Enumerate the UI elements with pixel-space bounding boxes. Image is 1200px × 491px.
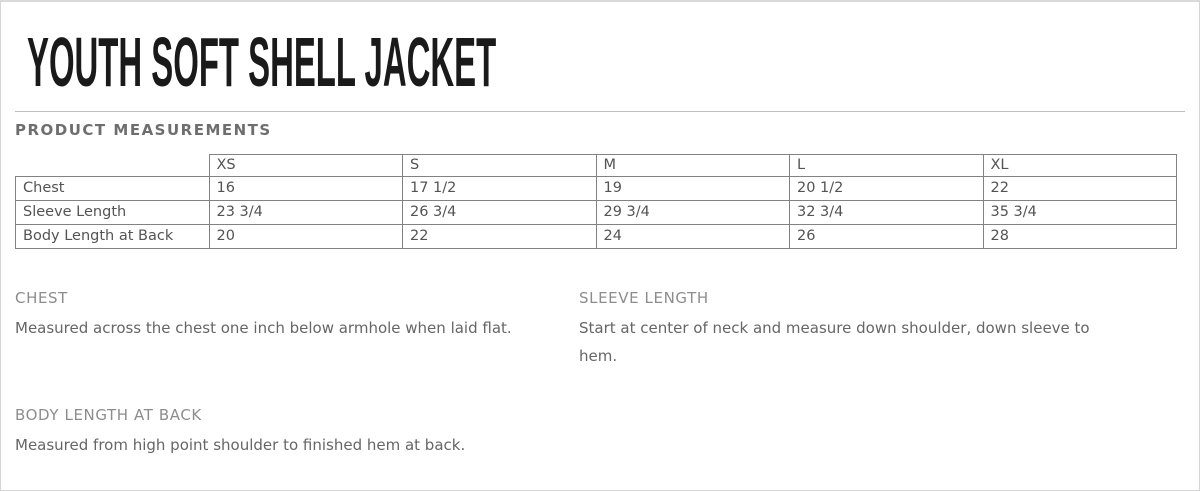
section-chest bbox=[15, 291, 579, 370]
measurement-value-cell: 28 bbox=[983, 225, 1177, 249]
title-divider bbox=[15, 111, 1185, 112]
size-chart-table bbox=[15, 154, 1177, 249]
measurement-row-label: Sleeve Length bbox=[16, 201, 210, 225]
measurement-value-cell: 20 bbox=[209, 225, 403, 249]
table-row-sleeve-length bbox=[16, 201, 1177, 225]
measurement-value-cell: 22 bbox=[983, 177, 1177, 201]
measurement-row-label: Body Length at Back bbox=[16, 225, 210, 249]
table-row-body-length-at-back bbox=[16, 225, 1177, 249]
size-column-header-s: S bbox=[403, 155, 597, 177]
product-title-text: YOUTH SOFT SHELL JACKET bbox=[27, 23, 497, 101]
measurement-value-cell: 16 bbox=[209, 177, 403, 201]
product-title bbox=[15, 2, 1185, 101]
measurement-value-cell: 24 bbox=[596, 225, 790, 249]
section-heading: BODY LENGTH AT BACK bbox=[15, 406, 202, 424]
section-description: Measured across the chest one inch below armhole when laid flat. bbox=[15, 319, 512, 337]
size-column-header-l: L bbox=[790, 155, 984, 177]
section-description: Start at center of neck and measure down shoulder, down sleeve to hem. bbox=[579, 319, 1090, 365]
measurement-value-cell: 23 3/4 bbox=[209, 201, 403, 225]
size-header-row bbox=[16, 155, 1177, 177]
measurement-value-cell: 20 1/2 bbox=[790, 177, 984, 201]
product-measurements-heading: PRODUCT MEASUREMENTS bbox=[15, 121, 272, 139]
measurement-value-cell: 35 3/4 bbox=[983, 201, 1177, 225]
section-sleeve-length bbox=[579, 291, 1185, 370]
measurement-definitions bbox=[15, 291, 1185, 459]
measurement-value-cell: 29 3/4 bbox=[596, 201, 790, 225]
measurement-value-cell: 17 1/2 bbox=[403, 177, 597, 201]
size-column-header-xl: XL bbox=[983, 155, 1177, 177]
blank-corner-cell bbox=[16, 155, 210, 177]
measurement-value-cell: 26 3/4 bbox=[403, 201, 597, 225]
section-description: Measured from high point shoulder to finished hem at back. bbox=[15, 436, 466, 454]
section-body-length-at-back bbox=[15, 408, 579, 459]
table-row-chest bbox=[16, 177, 1177, 201]
section-heading: SLEEVE LENGTH bbox=[579, 289, 709, 307]
measurement-value-cell: 19 bbox=[596, 177, 790, 201]
measurement-value-cell: 26 bbox=[790, 225, 984, 249]
size-column-header-xs: XS bbox=[209, 155, 403, 177]
measurement-value-cell: 32 3/4 bbox=[790, 201, 984, 225]
section-heading: CHEST bbox=[15, 289, 68, 307]
measurement-row-label: Chest bbox=[16, 177, 210, 201]
measurement-value-cell: 22 bbox=[403, 225, 597, 249]
size-column-header-m: M bbox=[596, 155, 790, 177]
